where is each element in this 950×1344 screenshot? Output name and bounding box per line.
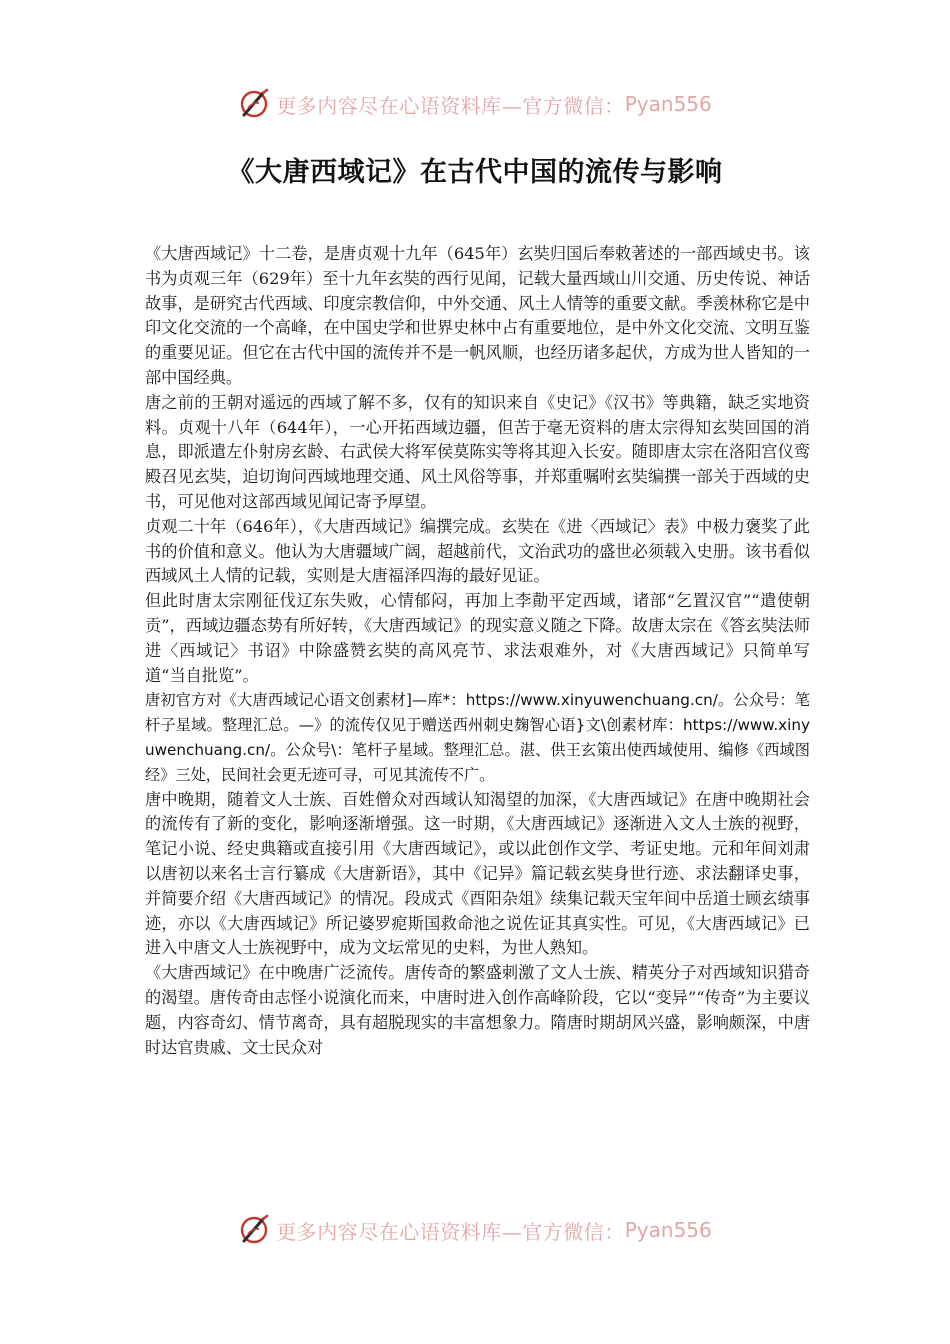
banner-text: 更多内容尽在心语资料库—官方微信： — [276, 93, 625, 118]
banner-text: 更多内容尽在心语资料库—官方微信： — [276, 1219, 625, 1244]
page-title: 《大唐西域记》在古代中国的流传与影响 — [227, 157, 723, 188]
paragraph: 唐中晚期，随着文人士族、百姓僧众对西域认知渴望的加深，《大唐西域记》在唐中晚期社会的流传有了新的变化，影响逐渐增强。这一时期，《大唐西域记》逐渐进入文人士族的视野，笔记小说、经史典籍或直接引用《大唐西域记》，或以此创作文学、考证史地。元和年间刘肃以唐初以来名士言行纂成《大唐新语》，其中《记异》篇记载玄奘身世行迹、求法翻译史事，并简要介绍《大唐西域记》的情况。段成式《酉阳杂俎》续集记载天宝年间中岳道士顾玄绩事迹，亦以《大唐西域记》所记婆罗痆斯国救命池之说佐证其真实性。可见，《大唐西域记》已进入中唐文人士族视野中，成为文坛常见的史料，为世人熟知。 — [145, 789, 810, 958]
paragraph: 《大唐西域记》十二卷，是唐贞观十九年（645年）玄奘归国后奉敕著述的一部西域史书。该书为贞观三年（629年）至十九年玄奘的西行见闻，记载大量西域山川交通、历史传说、神话故事，是研究古代西域、印度宗教信仰，中外交通、风土人情等的重要文献。季羡林称它是中印文化交流的一个高峰，在中国史学和世界史林中占有重要地位，是中外文化交流、文明互鉴的重要见证。但它在古代中国的流传并不是一帆风顺，也经历诸多起伏，方成为世人皆知的一部中国经典。 — [145, 244, 810, 387]
paragraph-watermark-mixed: 唐初官方对《大唐西域记心语文创素材]—库*：https://www.xinyuwenchuang.cn/。公众号：笔杆子星域。整理汇总。—》的流传仅见于赠送西州刺史麹智心语}文\创素材库：https://www.xinyuwenchuang.cn/。公众号\：笔杆子星域。整理汇总。湛、供王玄策出使西域使用、编修《西域图经》三处，民间社会更无迹可寻，可见其流传不广。 — [145, 691, 810, 784]
footer-banner — [0, 1210, 950, 1250]
banner-handle: Pyan556 — [624, 1218, 712, 1242]
brush-logo-icon — [238, 1213, 272, 1247]
paragraph: 贞观二十年（646年），《大唐西域记》编撰完成。玄奘在《进〈西域记〉表》中极力褒奖了此书的价值和意义。他认为大唐疆域广阔，超越前代，文治武功的盛世必须载入史册。该书看似西域风土人情的记载，实则是大唐福泽四海的最好见证。 — [145, 516, 810, 586]
brush-logo-icon — [238, 87, 272, 121]
paragraph: 但此时唐太宗刚征伐辽东失败，心情郁闷，再加上李勣平定西域，诸部“乞置汉官”“遣使朝贡”，西域边疆态势有所好转，《大唐西域记》的现实意义随之下降。故唐太宗在《答玄奘法师进〈西域记〉书诏》中除盛赞玄奘的高风亮节、求法艰难外，对《大唐西域记》只简单写道“当自批览”。 — [145, 591, 810, 685]
header-banner — [0, 84, 950, 124]
paragraph: 《大唐西域记》在中晚唐广泛流传。唐传奇的繁盛刺激了文人士族、精英分子对西域知识猎奇的渴望。唐传奇由志怪小说演化而来，中唐时进入创作高峰阶段，它以“变异”“传奇”为主要议题，内容奇幻、情节离奇，具有超脱现实的丰富想象力。隋唐时期胡风兴盛，影响颇深，中唐时达官贵戚、文士民众对 — [145, 963, 810, 1057]
banner-handle: Pyan556 — [624, 92, 712, 116]
paragraph: 唐之前的王朝对遥远的西域了解不多，仅有的知识来自《史记》《汉书》等典籍，缺乏实地资料。贞观十八年（644年），一心开拓西域边疆，但苦于毫无资料的唐太宗得知玄奘回国的消息，即派遣左仆射房玄龄、右武侯大将军侯莫陈实等将其迎入长安。随即唐太宗在洛阳宫仪鸾殿召见玄奘，迫切询问西域地理交通、风土风俗等事，并郑重嘱咐玄奘编撰一部关于西域的史书，可见他对这部西域见闻记寄予厚望。 — [145, 392, 810, 511]
article-body — [145, 242, 810, 1060]
